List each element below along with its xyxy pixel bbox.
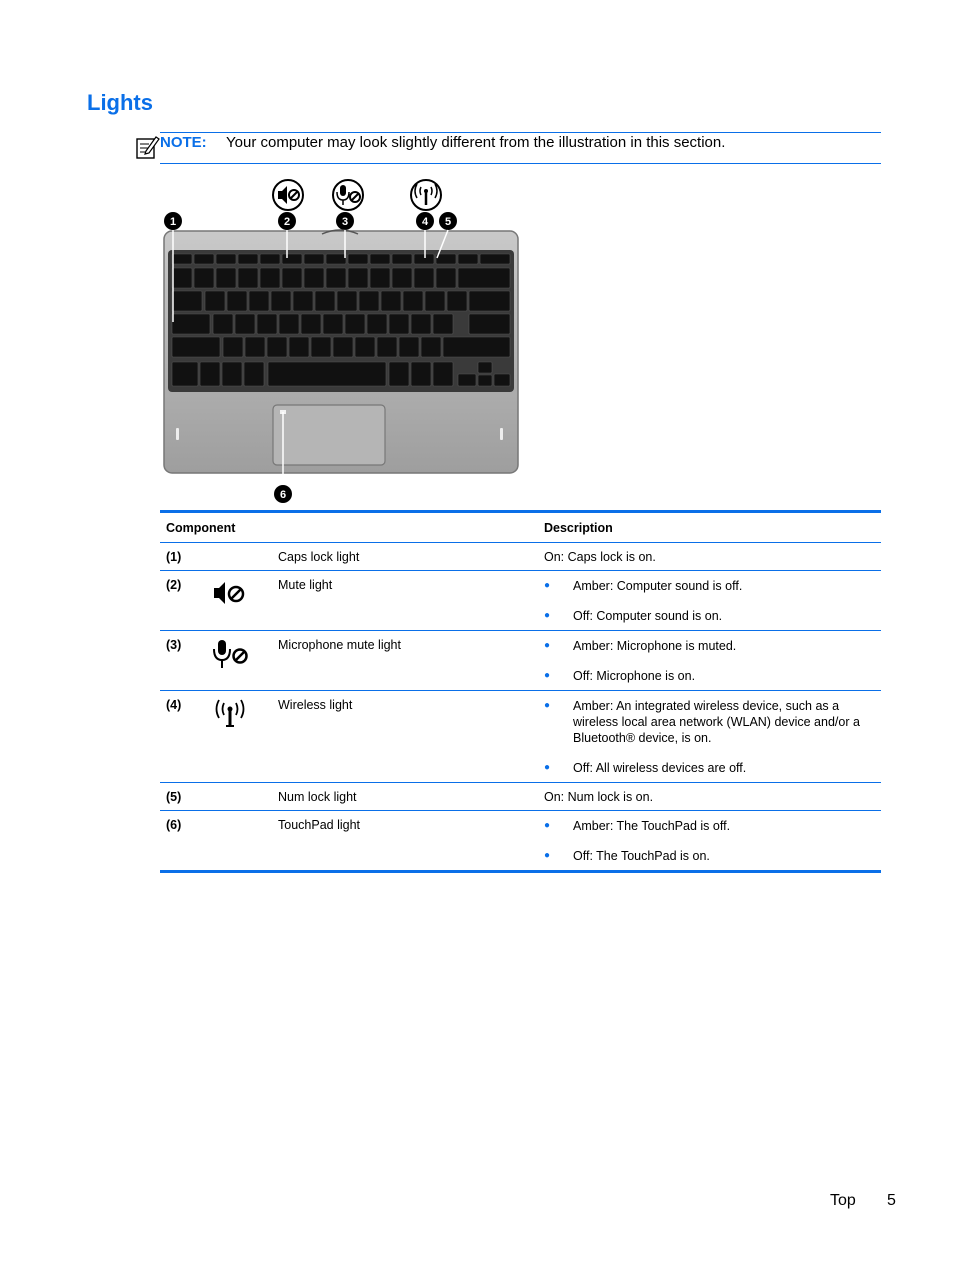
keyboard-illustration xyxy=(160,176,530,506)
footer-section-name: Top xyxy=(830,1192,856,1209)
header-description: Description xyxy=(538,512,881,543)
callout-5 xyxy=(439,212,457,230)
svg-text:4: 4 xyxy=(421,216,429,228)
table-row xyxy=(160,631,881,691)
row-component: Caps lock light xyxy=(272,543,538,571)
row-description: On: Num lock is on. xyxy=(538,783,881,811)
wireless-icon xyxy=(411,180,441,210)
bullet-item: ● Amber: The TouchPad is off. xyxy=(544,818,875,834)
note-label: NOTE: xyxy=(160,134,207,151)
row-description xyxy=(538,691,881,783)
table-row xyxy=(160,783,881,811)
callout-6 xyxy=(274,485,292,503)
wireless-icon xyxy=(212,698,248,730)
bullet-item: ● Amber: Computer sound is off. xyxy=(544,578,875,594)
row-icon-cell xyxy=(206,631,272,691)
row-number: (3) xyxy=(160,631,206,691)
row-icon-cell xyxy=(206,691,272,783)
svg-text:1: 1 xyxy=(169,216,177,228)
row-description xyxy=(538,811,881,872)
page-title: Lights xyxy=(87,90,153,115)
row-description xyxy=(538,571,881,631)
row-description xyxy=(538,631,881,691)
note-box xyxy=(160,132,881,164)
table-row xyxy=(160,691,881,783)
bullet-item: ● Off: Computer sound is on. xyxy=(544,608,875,624)
row-number: (2) xyxy=(160,571,206,631)
table-row xyxy=(160,811,881,872)
callout-4 xyxy=(416,212,434,230)
microphone-mute-icon xyxy=(333,180,363,210)
bullet-item: ● Amber: Microphone is muted. xyxy=(544,638,875,654)
row-number: (6) xyxy=(166,818,182,832)
row-component: Wireless light xyxy=(272,691,538,783)
mute-icon xyxy=(273,180,303,210)
note-text: Your computer may look slightly different from the illustration in this section. xyxy=(226,134,726,151)
row-description: On: Caps lock is on. xyxy=(538,543,881,571)
page-number: 5 xyxy=(887,1192,896,1209)
row-number: (5) xyxy=(160,783,206,811)
row-icon-cell xyxy=(206,543,272,571)
bullet-item: ● Off: Microphone is on. xyxy=(544,668,875,684)
callout-3 xyxy=(336,212,354,230)
row-component: Microphone mute light xyxy=(272,631,538,691)
row-component: Mute light xyxy=(272,571,538,631)
table-row xyxy=(160,543,881,571)
row-number: (4) xyxy=(160,691,206,783)
bullet-item: ● Off: All wireless devices are off. xyxy=(544,760,875,776)
table-header-row xyxy=(160,512,881,543)
svg-text:2: 2 xyxy=(283,216,291,228)
svg-text:6: 6 xyxy=(279,489,287,501)
table-row xyxy=(160,571,881,631)
row-icon-cell xyxy=(206,571,272,631)
header-component: Component xyxy=(160,512,538,543)
touchpad xyxy=(273,405,385,465)
microphone-mute-icon xyxy=(212,638,248,670)
row-icon-cell xyxy=(206,783,272,811)
row-component: TouchPad light xyxy=(278,818,361,832)
callout-1 xyxy=(164,212,182,230)
callout-2 xyxy=(278,212,296,230)
svg-text:3: 3 xyxy=(341,216,349,228)
bullet-item: ● Amber: An integrated wireless device, such as a wireless local area network (WLAN) device and/or a Bluetooth® device, is on. xyxy=(544,698,875,746)
row-icon-cell xyxy=(206,811,272,872)
bullet-item: ● Off: The TouchPad is on. xyxy=(544,848,875,864)
mute-icon xyxy=(212,578,248,610)
component-table xyxy=(160,510,881,873)
row-number: (1) xyxy=(160,543,206,571)
row-component: Num lock light xyxy=(272,783,538,811)
svg-text:5: 5 xyxy=(444,216,452,228)
note-icon xyxy=(134,134,160,160)
